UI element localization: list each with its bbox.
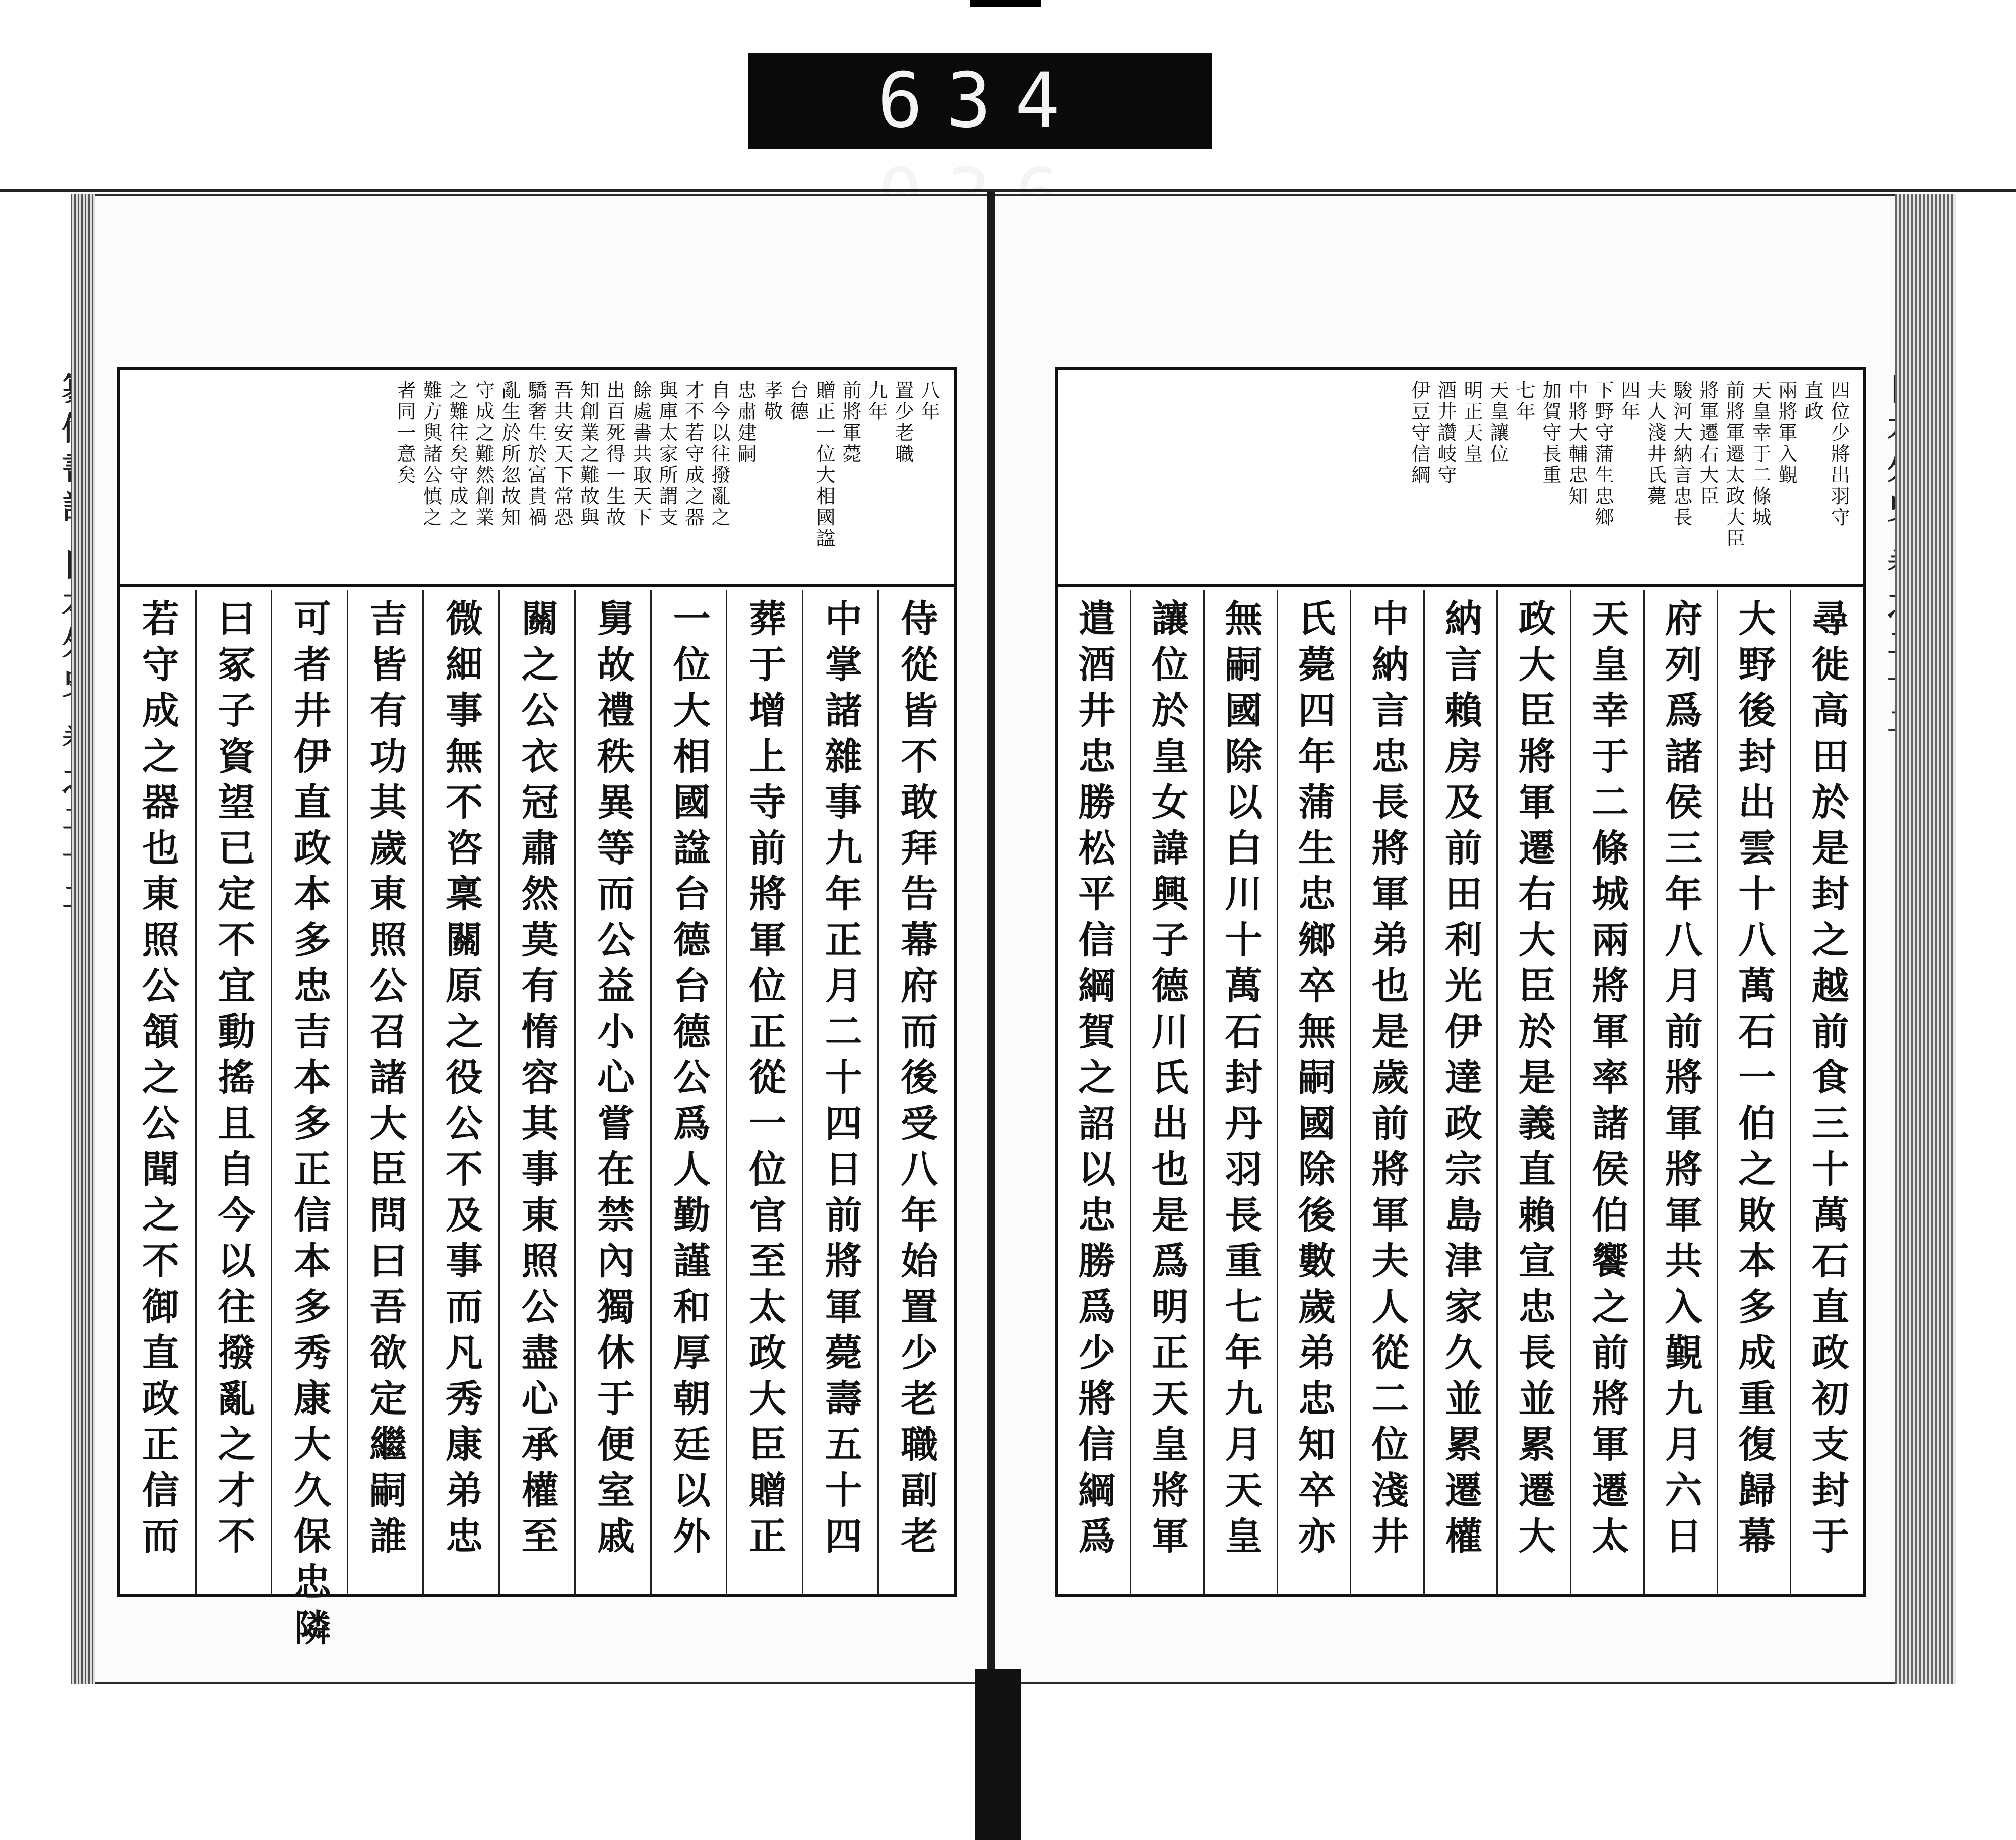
header-note: 兩將軍入覲 (1775, 380, 1797, 486)
header-note: 難方與諸公慎之 (420, 380, 442, 528)
header-note: 四位少將出羽守 (1828, 380, 1850, 528)
left-main-text (120, 590, 954, 1654)
header-note: 出百死得一生故 (603, 380, 625, 528)
right-header-notes (1058, 370, 1863, 587)
right-page-edge (1895, 194, 1956, 1684)
frame-number-plate: 634 (748, 53, 1212, 149)
book-spine (987, 192, 995, 1704)
header-note: 驕奢生於富貴禍 (525, 380, 547, 528)
header-note: 之難往矣守成之 (446, 380, 468, 528)
header-note: 夫人淺井氏薨 (1644, 380, 1666, 507)
header-note: 前將軍薨 (839, 380, 861, 465)
header-note: 台德 (787, 380, 809, 422)
header-note: 贈正一位大相國諡 (813, 380, 835, 549)
text-column: 大野後封出雲十八萬石一伯之敗本多成重復歸幕 (1717, 590, 1790, 1594)
book-top-edge (0, 189, 2016, 192)
left-header-notes (120, 370, 954, 587)
left-text-block (117, 367, 957, 1654)
header-note: 才不若守成之器 (682, 380, 704, 528)
text-column: 舅故禮秩異等而公益小心嘗在禁內獨休于便室戚 (574, 590, 650, 1594)
header-note: 明正天皇 (1461, 380, 1483, 465)
header-note: 伊豆守信綱 (1408, 380, 1430, 486)
header-note: 守成之難然創業 (472, 380, 494, 528)
header-note: 知創業之難故與 (577, 380, 599, 528)
text-column: 微細事無不咨稟關原之役公不及事而凡秀康弟忠 (422, 590, 498, 1594)
header-note: 自今以往撥亂之 (708, 380, 730, 528)
header-note: 將軍遷右大臣 (1696, 380, 1719, 507)
text-column: 侍從皆不敢拜告幕府而後受八年始置少老職副老 (877, 590, 954, 1594)
header-note: 七年 (1513, 380, 1535, 422)
right-text-block (1055, 367, 1866, 1597)
header-note: 八年 (918, 380, 940, 422)
header-note: 駿河大納言忠長 (1670, 380, 1692, 528)
text-column: 吉皆有功其歲東照公召諸大臣問曰吾欲定繼嗣誰 (347, 590, 423, 1594)
header-note: 九年 (865, 380, 888, 422)
text-column: 氏薨四年蒲生忠鄉卒無嗣國除後數歲弟忠知卒亦 (1277, 590, 1350, 1594)
right-main-text (1058, 590, 1863, 1594)
text-column: 納言賴房及前田利光伊達政宗島津家久並累遷權 (1423, 590, 1497, 1594)
header-note: 中將大輔忠知 (1565, 380, 1588, 507)
text-column: 可者井伊直政本多忠吉本多正信本多秀康大久保忠隣 (271, 590, 347, 1594)
text-column: 關之公衣冠肅然莫有惰容其事東照公盡心承權至 (498, 590, 575, 1594)
text-column: 府列爲諸侯三年八月前將軍將軍共入覲九月六日 (1643, 590, 1717, 1594)
header-note: 天皇幸于二條城 (1749, 380, 1771, 528)
header-note: 吾共安天下常恐 (551, 380, 573, 528)
header-note: 下野守蒲生忠鄉 (1592, 380, 1614, 528)
text-column: 政大臣將軍遷右大臣於是義直賴宣忠長並累遷大 (1496, 590, 1570, 1594)
header-note: 天皇讓位 (1487, 380, 1509, 465)
header-note: 置少老職 (892, 380, 914, 465)
header-note: 孝敬 (761, 380, 783, 422)
left-page (71, 194, 993, 1684)
top-tab-mark (970, 0, 1041, 7)
text-column: 中納言忠長將軍弟也是歲前將軍夫人從二位淺井 (1350, 590, 1423, 1594)
text-column: 無嗣國除以白川十萬石封丹羽長重七年九月天皇 (1203, 590, 1277, 1594)
text-column: 遣酒井忠勝松平信綱賀之詔以忠勝爲少將信綱爲 (1072, 599, 1116, 1562)
header-note: 直政 (1801, 380, 1823, 422)
header-note: 餘處書共取天下 (629, 380, 652, 528)
text-column: 若守成之器也東照公頷之公聞之不御直政正信而 (136, 599, 179, 1562)
header-note: 者同一意矣 (394, 380, 416, 486)
header-note: 前將軍遷太政大臣 (1723, 380, 1745, 549)
header-note: 與庫太家所謂支 (656, 380, 678, 528)
text-column: 中掌諸雜事九年正月二十四日前將軍薨壽五十四 (802, 590, 878, 1594)
text-column: 一位大相國諡台德台德公爲人勤謹和厚朝廷以外 (650, 590, 726, 1594)
header-note: 酒井讚岐守 (1434, 380, 1457, 486)
text-column: 曰冢子資望已定不宜動搖且自今以往撥亂之才不 (195, 590, 271, 1594)
text-column: 葬于增上寺前將軍位正從一位官至太政大臣贈正 (726, 590, 802, 1594)
right-page (995, 194, 1918, 1684)
text-column: 天皇幸于二條城兩將軍率諸侯伯饗之前將軍遷太 (1570, 590, 1644, 1594)
header-note: 亂生於所忽故知 (498, 380, 521, 528)
left-page-edge (71, 194, 95, 1684)
text-column: 尋徙高田於是封之越前食三十萬石直政初支封于 (1790, 590, 1863, 1594)
header-note: 忠肅建嗣 (734, 380, 757, 465)
text-column: 讓位於皇女諱興子德川氏出也是爲明正天皇將軍 (1130, 590, 1204, 1594)
header-note: 加賀守長重 (1539, 380, 1561, 486)
header-note: 四年 (1618, 380, 1640, 422)
spine-shadow (975, 1669, 1021, 1840)
